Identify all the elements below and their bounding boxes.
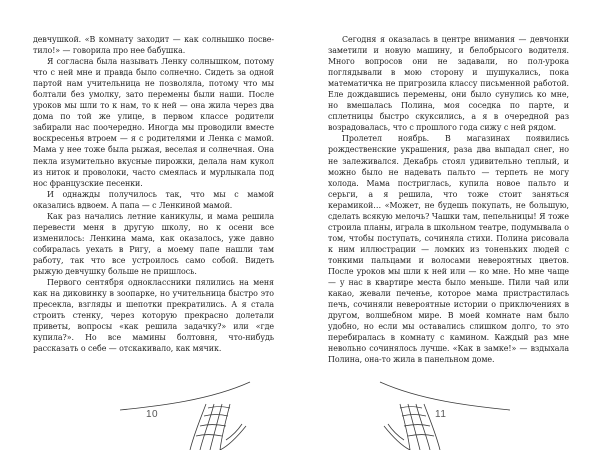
- paragraph: Я согласна была называть Ленку солнышком, потому что с ней мне и правда было солнечно. Сидеть за одной партой нам учительница не позволяла, потому что мы болтали без умолку, зато перемены были наши. После уроков мы шли то к нам, то к ней — она жила через два дома по той же улице, в первом классе родители забирали нас поочередно. Иногда мы проводили вместе воскресенья втроем — я с родителями и Ленка с мамой. Мама у нее тоже была рыжая, веселая и солнечная. Она пекла изумительно вкусные пирожки, делала нам кукол из ниток и проволоки, часто смеялась и мурлыкала под нос французские песенки.: [33, 57, 274, 188]
- page-number: 11: [435, 409, 447, 420]
- paragraph: И однажды получилось так, что мы с мамой оказались вдвоем. А папа — с Ленкиной мамой.: [33, 189, 274, 210]
- left-page-text: [33, 34, 274, 354]
- right-page: [300, 0, 600, 450]
- right-page-text: [328, 34, 569, 365]
- spider-web-ornament: [340, 376, 510, 450]
- paragraph: Первого сентября одноклассники пялились на меня как на диковинку в зоопарке, но учительница быстро это пресекла, взгляды и шепотки прекратились. А я стала строить стенку, через которую прекрасно долетали приветы, вопросы «как решила задачку?» или «где купила?». Но все мамины болтовня, что-нибудь рассказать о себе — отскакивало, как мячик.: [33, 278, 274, 354]
- paragraph: Сегодня я оказалась в центре внимания — девчонки заметили и новую машину, и белобрысого водителя. Много вопросов они не задавали, но пол-урока поглядывали в мою сторону и шушукались, пока математичка не пригрозила классу письменной работой. Еле дождавшись перемены, они было сунулись ко мне, но вмешалась Полина, моя соседка по парте, и сплетницы быстро скуксились, а я в очередной раз возрадовалась, что с прошлого года сижу с ней рядом.: [328, 35, 569, 133]
- paragraph: Как раз начались летние каникулы, и мама решила перевести меня в другую школу, но к осени все изменилось: Ленкина мама, как оказалось, уже давно собиралась уехать в Ригу, а моему папе нашли там работу, так что все устроилось само собой. Видеть рыжую девчушку больше не пришлось.: [33, 211, 274, 276]
- paragraph: Пролетел ноябрь. В магазинах появились рождественские украшения, раза два выпадал снег, но не залеживался. Декабрь стоял удивительно теплый, и можно было не надевать пальто — терпеть не могу холода. Мама постриглась, купила новое пальто и серьги, а я решила, что тоже стоит заняться керамикой… «Может, не будешь покупать, не большую, сделать всякую мелочь? Чашки там, пепельницы! Я тоже строила планы, играла в школьном театре, подумывала о том, чтобы поступать, сочиняла стихи. Полина рисовала к ним иллюстрации — ломких из тоненьких людей с тонкими пальцами и волосами невероятных цветов. После уроков мы шли к ней или — ко мне. Но мне чаще — у нас в квартире места было меньше. Пили чай или какао, жевали печенье, которое мама пристрастилась печь, сочиняли невероятные истории о приключениях в другом, волшебном мире. В моей комнате нам было удобно, но если мы оставались слишком долго, то это перебиралась в комнату с камином. Каждый раз мне невольно сочинялось лучше. «Как в замке!» — вздыхала Полина, она-то жила в панельном доме.: [328, 134, 569, 365]
- paragraph: девчушкой. «В комнату заходит — как солнышко посве-тило!» — говорила про нее бабушка.: [33, 35, 274, 56]
- page-number: 10: [146, 409, 159, 420]
